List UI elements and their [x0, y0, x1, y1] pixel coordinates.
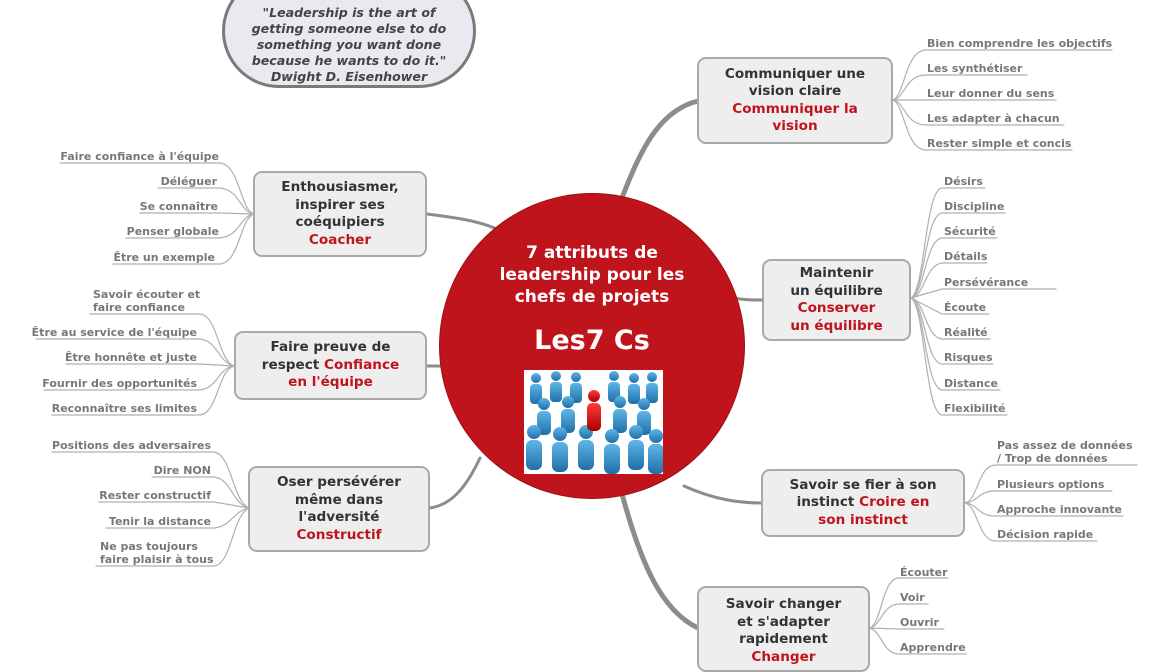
topic-confiance[interactable]	[234, 331, 427, 400]
topic-keyword: en l'équipe	[288, 374, 373, 391]
leaf-constructif-3[interactable]: Rester constructif	[99, 489, 211, 502]
leaf-constructif-1[interactable]: Positions des adversaires	[52, 439, 211, 452]
central-subtitle: Les7 Cs	[534, 325, 650, 356]
topic-label: Faire preuve de	[270, 339, 391, 356]
topic-coacher[interactable]	[253, 171, 427, 257]
leaf-equilibre-8[interactable]: Risques	[944, 351, 993, 364]
leaf-coacher-2[interactable]: Déléguer	[160, 175, 217, 188]
leaf-vision-4[interactable]: Les adapter à chacun	[927, 112, 1060, 125]
topic-keyword: Communiquer la	[732, 100, 858, 117]
topic-label: respect	[261, 356, 325, 373]
leaf-equilibre-7[interactable]: Réalité	[944, 326, 988, 339]
topic-label: l'adversité	[298, 509, 380, 525]
leaf-equilibre-2[interactable]: Discipline	[944, 200, 1005, 213]
leaf-vision-3[interactable]: Leur donner du sens	[927, 87, 1055, 100]
topic-label: inspirer ses	[295, 196, 385, 213]
topic-instinct[interactable]	[761, 469, 965, 537]
central-title	[440, 242, 744, 308]
crowd-leader-image	[524, 370, 663, 474]
leaf-vision-5[interactable]: Rester simple et concis	[927, 137, 1072, 150]
topic-keyword: Confiance	[324, 356, 400, 373]
leaf-confiance-2[interactable]: Être au service de l'équipe	[31, 326, 197, 339]
topic-label-mixed	[763, 494, 963, 512]
leaf-constructif-4[interactable]: Tenir la distance	[108, 515, 211, 528]
leaf-confiance-4[interactable]: Fournir des opportunités	[42, 377, 197, 390]
central-title-line: leadership pour les	[499, 265, 685, 285]
topic-label: rapidement	[739, 631, 828, 647]
topic-keyword: Coacher	[308, 231, 372, 248]
leaf-equilibre-10[interactable]: Flexibilité	[944, 402, 1006, 415]
leaf-vision-2[interactable]: Les synthétiser	[927, 62, 1023, 75]
crowd-icon	[524, 370, 663, 474]
leaf-changer-3[interactable]: Ouvrir	[900, 616, 939, 629]
topic-label-mixed	[236, 357, 425, 375]
topic-label: Oser persévérer	[277, 474, 401, 490]
leaf-equilibre-9[interactable]: Distance	[944, 377, 998, 390]
topic-keyword: Croire en	[859, 494, 930, 511]
leaf-equilibre-1[interactable]: Désirs	[944, 175, 983, 188]
quote-line-3: something you want done	[256, 37, 442, 52]
leaf-confiance-3[interactable]: Être honnête et juste	[65, 351, 197, 364]
topic-label: un équilibre	[790, 282, 883, 299]
topic-label: et s'adapter	[737, 613, 830, 630]
topic-keyword: Changer	[751, 648, 816, 665]
leaf-coacher-1[interactable]: Faire confiance à l'équipe	[60, 150, 219, 163]
leaf-changer-2[interactable]: Voir	[900, 591, 925, 604]
topic-label: Maintenir	[799, 265, 874, 281]
topic-keyword: Constructif	[296, 526, 382, 543]
quote-line-1: "Leadership is the art of	[262, 5, 436, 20]
topic-keyword: vision	[772, 118, 818, 134]
topic-label: Savoir se fier à son	[789, 476, 937, 493]
leaf-confiance-1[interactable]: Savoir écouter et faire confiance	[93, 288, 201, 314]
topic-constructif[interactable]	[248, 466, 430, 552]
topic-keyword: Conserver	[797, 300, 876, 316]
leaf-vision-1[interactable]: Bien comprendre les objectifs	[927, 37, 1113, 50]
leaf-coacher-3[interactable]: Se connaître	[139, 200, 218, 213]
topic-keyword: un équilibre	[790, 317, 883, 334]
leaf-constructif-5[interactable]: Ne pas toujours faire plaisir à tous	[100, 540, 214, 566]
topic-label: instinct	[796, 494, 860, 511]
leaf-changer-4[interactable]: Apprendre	[900, 641, 966, 654]
leaf-equilibre-4[interactable]: Détails	[944, 250, 988, 263]
leaf-constructif-2[interactable]: Dire NON	[153, 464, 211, 477]
topic-label: Savoir changer	[725, 596, 842, 612]
quote-author: Dwight D. Eisenhower	[270, 69, 428, 84]
central-title-line: chefs de projets	[514, 287, 670, 307]
leaf-instinct-4[interactable]: Décision rapide	[997, 528, 1094, 541]
leaf-confiance-5[interactable]: Reconnaître ses limites	[51, 402, 197, 415]
leaf-changer-1[interactable]: Écouter	[900, 566, 948, 579]
leaf-equilibre-5[interactable]: Persévérance	[944, 276, 1029, 289]
topic-changer[interactable]	[697, 586, 870, 672]
topic-equilibre[interactable]	[762, 259, 911, 341]
quote-line-4: because he wants to do it."	[251, 53, 447, 68]
topic-label: même dans	[294, 491, 384, 508]
leaf-coacher-5[interactable]: Être un exemple	[113, 251, 215, 264]
leaf-instinct-3[interactable]: Approche innovante	[997, 503, 1123, 516]
quote-bubble	[222, 0, 476, 88]
topic-label: vision claire	[748, 83, 842, 99]
leaf-coacher-4[interactable]: Penser globale	[126, 225, 219, 238]
topic-vision[interactable]	[697, 57, 893, 144]
leaf-equilibre-3[interactable]: Sécurité	[944, 225, 996, 238]
quote-line-2: getting someone else to do	[251, 21, 447, 36]
topic-label: Communiquer une	[724, 65, 866, 82]
topic-keyword: son instinct	[818, 511, 908, 528]
leaf-instinct-1[interactable]: Pas assez de données / Trop de données	[997, 439, 1133, 465]
central-topic[interactable]	[440, 194, 744, 498]
topic-label: coéquipiers	[295, 214, 385, 230]
leaf-instinct-2[interactable]: Plusieurs options	[997, 478, 1105, 491]
central-title-line: 7 attributs de	[526, 243, 658, 263]
topic-label: Enthousiasmer,	[281, 179, 399, 195]
leaf-equilibre-6[interactable]: Écoute	[944, 301, 987, 314]
